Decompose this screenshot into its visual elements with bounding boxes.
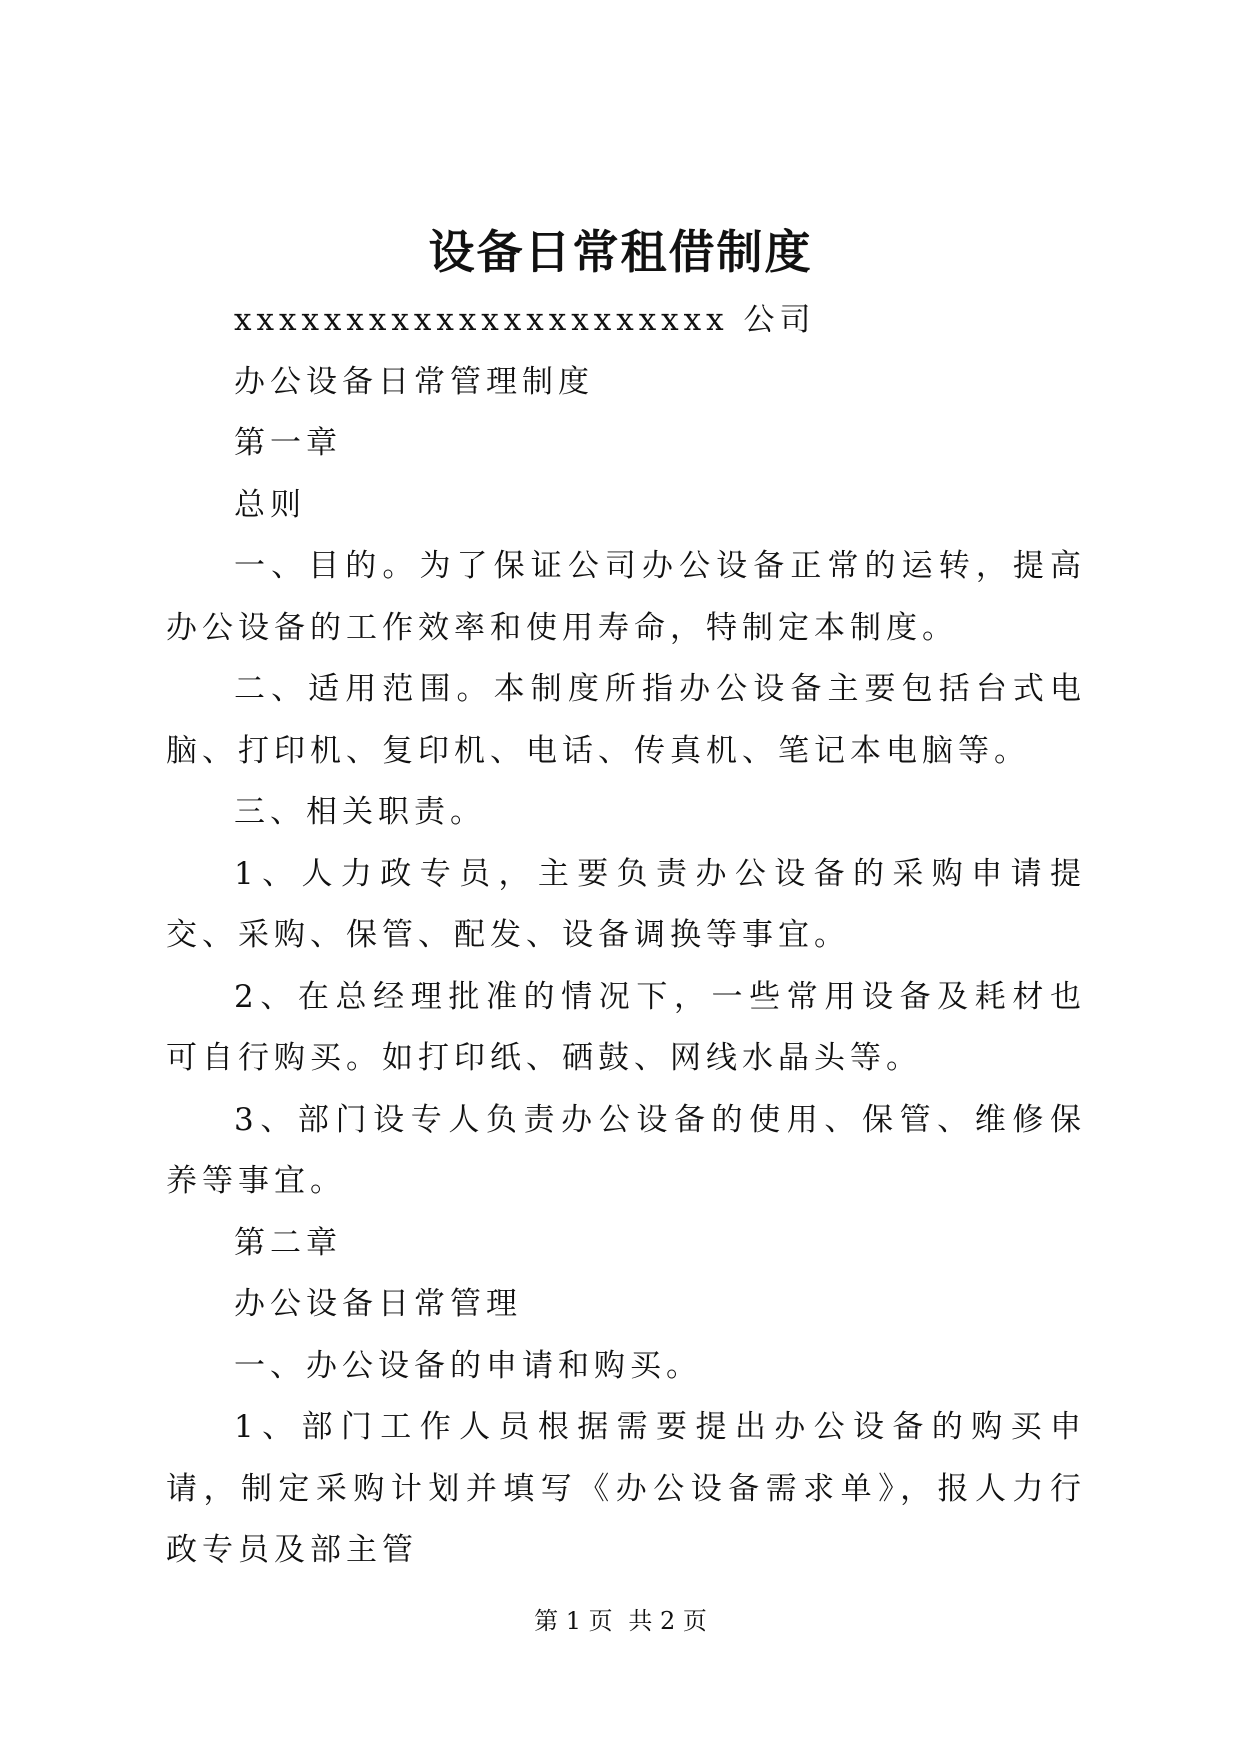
chapter-heading-1: 第一章 <box>234 425 342 461</box>
chapter-title-1: 总则 <box>234 486 306 523</box>
paragraph-scope: 二、适用范围。本制度所指办公设备主要包括台式电脑、打印机、复印机、电话、传真机、笔记本电脑等。 <box>166 671 1086 769</box>
chapter-heading-2: 第二章 <box>234 1224 342 1261</box>
page-total: 共 2 页 <box>628 1607 707 1635</box>
paragraph-duty-3: 3、部门设专人负责办公设备的使用、保管、维修保养等事宜。 <box>166 1101 1086 1199</box>
paragraph-section-1: 一、办公设备的申请和购买。 <box>234 1347 702 1384</box>
document-body <box>166 290 1086 1582</box>
page-number: 第 1 页 <box>534 1607 613 1635</box>
paragraph-subtitle: 办公设备日常管理制度 <box>234 363 594 400</box>
document-title: 设备日常租借制度 <box>428 225 813 279</box>
paragraph-duties: 三、相关职责。 <box>234 794 486 830</box>
paragraph-duty-2: 2、在总经理批准的情况下，一些常用设备及耗材也可自行购买。如打印纸、硒鼓、网线水晶头等。 <box>166 978 1086 1076</box>
chapter-title-2: 办公设备日常管理 <box>234 1286 522 1322</box>
paragraph-duty-1: 1、人力政专员，主要负责办公设备的采购申请提交、采购、保管、配发、设备调换等事宜。 <box>166 855 1086 953</box>
page-footer <box>0 1605 1241 1637</box>
paragraph-company: xxxxxxxxxxxxxxxxxxxxxx 公司 <box>234 302 816 338</box>
paragraph-item-1: 1、部门工作人员根据需要提出办公设备的购买申请，制定采购计划并填写《办公设备需求单》，报人力行政专员及部主管 <box>166 1409 1086 1568</box>
paragraph-purpose: 一、目的。为了保证公司办公设备正常的运转，提高办公设备的工作效率和使用寿命，特制定本制度。 <box>166 548 1086 646</box>
